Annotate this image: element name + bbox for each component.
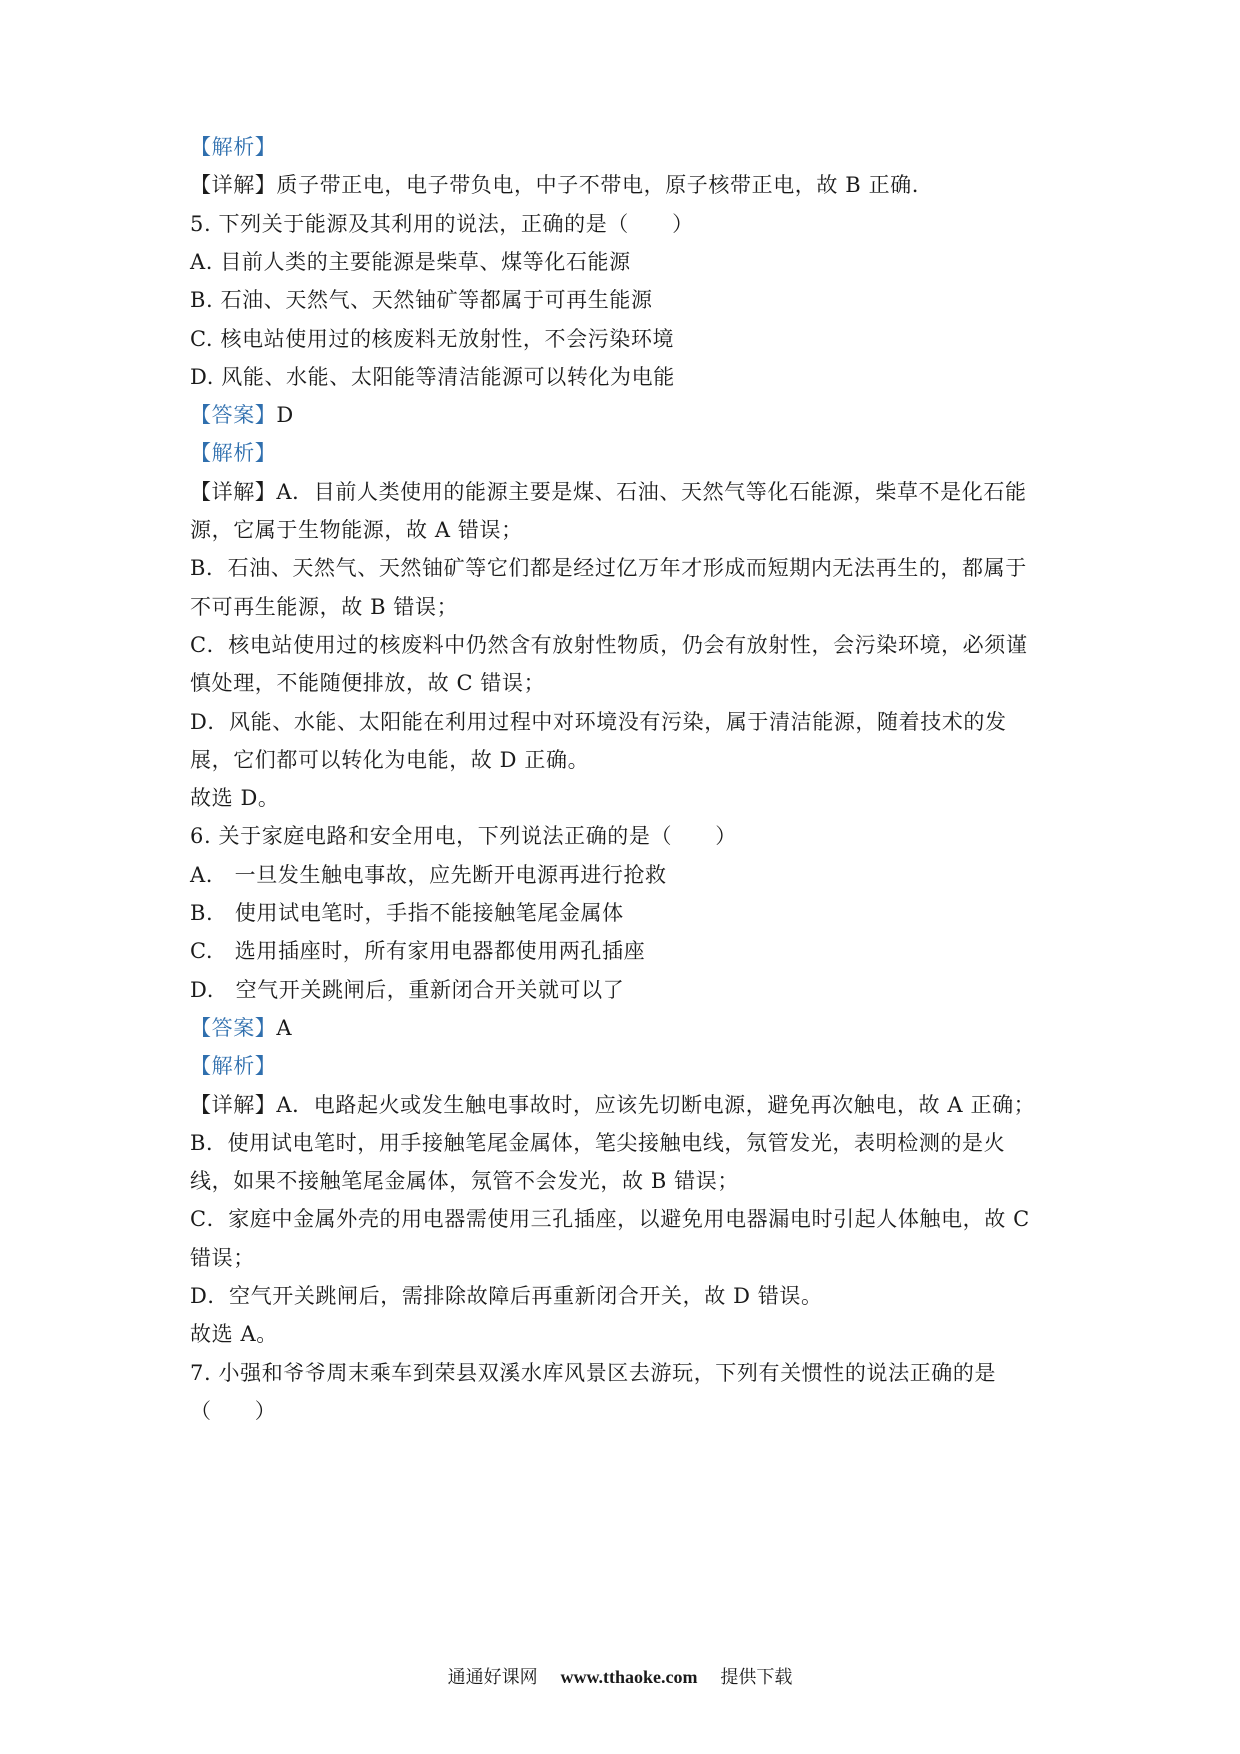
text-line <box>190 592 1060 622</box>
line-text: D. 风能、水能、太阳能等清洁能源可以转化为电能 <box>190 364 675 389</box>
section-label: 【答案】 <box>190 403 277 428</box>
text-line <box>190 132 1060 162</box>
text-line <box>190 1166 1060 1196</box>
section-label: 【解析】 <box>190 135 277 159</box>
line-text: B．使用试电笔时，用手接触笔尾金属体，笔尖接触电线，氖管发光，表明检测的是火 <box>190 1130 1006 1155</box>
line-text: D．风能、水能、太阳能在利用过程中对环境没有污染，属于清洁能源，随着技术的发 <box>190 709 1007 734</box>
text-line <box>190 821 1060 851</box>
footer-suffix: 提供下载 <box>720 1667 793 1688</box>
text-line <box>190 1090 1060 1120</box>
text-line <box>190 1013 1060 1043</box>
section-label: 【答案】 <box>190 1015 277 1040</box>
text-line <box>190 170 1060 200</box>
text-line <box>190 438 1060 468</box>
text-line <box>190 400 1060 430</box>
line-text: A <box>276 1015 293 1040</box>
line-text: 【详解】质子带正电，电子带负电，中子不带电，原子核带正电，故 B 正确. <box>190 173 920 198</box>
text-line <box>190 630 1060 660</box>
line-text: D <box>276 403 294 428</box>
text-line <box>190 668 1060 698</box>
page-footer <box>0 1664 1240 1691</box>
text-line <box>190 515 1060 545</box>
text-line <box>190 285 1060 315</box>
line-text: 故选 D。 <box>190 786 280 811</box>
text-line <box>190 247 1060 277</box>
text-line <box>190 783 1060 813</box>
section-label: 【解析】 <box>190 441 277 466</box>
line-text: B. 使用试电笔时，手指不能接触笔尾金属体 <box>190 901 624 925</box>
text-line <box>190 209 1060 239</box>
line-text: 不可再生能源，故 B 错误； <box>190 594 459 619</box>
line-text: A. 一旦发生触电事故，应先断开电源再进行抢救 <box>190 862 667 887</box>
line-text: 线，如果不接触笔尾金属体，氖管不会发光，故 B 错误； <box>190 1169 739 1194</box>
text-line <box>190 1128 1060 1158</box>
line-text: 源，它属于生物能源，故 A 错误； <box>190 518 523 542</box>
text-line <box>190 898 1060 928</box>
line-text: 5. 下列关于能源及其利用的说法，正确的是（ ） <box>190 211 694 236</box>
line-text: B．石油、天然气、天然铀矿等它们都是经过亿万年才形成而短期内无法再生的，都属于 <box>190 556 1027 581</box>
line-text: 错误； <box>190 1245 255 1270</box>
text-line <box>190 1051 1060 1081</box>
footer-url[interactable]: www.tthaoke.com <box>560 1667 698 1687</box>
line-text: 故选 A。 <box>190 1322 278 1347</box>
line-text: 【详解】A．目前人类使用的能源主要是煤、石油、天然气等化石能源，柴草不是化石能 <box>190 479 1027 504</box>
line-text: 6. 关于家庭电路和安全用电，下列说法正确的是（ ） <box>190 824 737 849</box>
section-label: 【解析】 <box>190 1054 277 1079</box>
line-text: C. 选用插座时，所有家用电器都使用两孔插座 <box>190 939 646 964</box>
text-line <box>190 553 1060 583</box>
text-line <box>190 1204 1060 1234</box>
line-text: D．空气开关跳闸后，需排除故障后再重新闭合开关，故 D 错误。 <box>190 1284 823 1308</box>
text-line <box>190 1319 1060 1349</box>
line-text: （ ） <box>190 1398 277 1423</box>
line-text: 展，它们都可以转化为电能，故 D 正确。 <box>190 747 590 772</box>
footer-site-name: 通通好课网 <box>447 1667 538 1688</box>
line-text: A. 目前人类的主要能源是柴草、煤等化石能源 <box>190 249 631 274</box>
text-line <box>190 1396 1060 1426</box>
text-line <box>190 936 1060 966</box>
line-text: C．家庭中金属外壳的用电器需使用三孔插座，以避免用电器漏电时引起人体触电，故 C <box>190 1207 1030 1232</box>
text-line <box>190 745 1060 775</box>
text-line <box>190 1281 1060 1311</box>
line-text: D. 空气开关跳闸后，重新闭合开关就可以了 <box>190 977 625 1002</box>
line-text: C. 核电站使用过的核废料无放射性，不会污染环境 <box>190 326 675 351</box>
text-line <box>190 860 1060 890</box>
line-text: 【详解】A．电路起火或发生触电事故时，应该先切断电源，避免再次触电，故 A 正确； <box>190 1092 1036 1117</box>
text-line <box>190 324 1060 354</box>
text-line <box>190 707 1060 737</box>
text-line <box>190 975 1060 1005</box>
text-line <box>190 477 1060 507</box>
text-line <box>190 362 1060 392</box>
text-line <box>190 1243 1060 1273</box>
line-text: C．核电站使用过的核废料中仍然含有放射性物质，仍会有放射性，会污染环境，必须谨 <box>190 632 1028 657</box>
line-text: 慎处理，不能随便排放，故 C 错误； <box>190 671 546 696</box>
line-text: 7. 小强和爷爷周末乘车到荣县双溪水库风景区去游玩，下列有关惯性的说法正确的是 <box>190 1360 997 1385</box>
text-line <box>190 1358 1060 1388</box>
line-text: B. 石油、天然气、天然铀矿等都属于可再生能源 <box>190 288 653 313</box>
